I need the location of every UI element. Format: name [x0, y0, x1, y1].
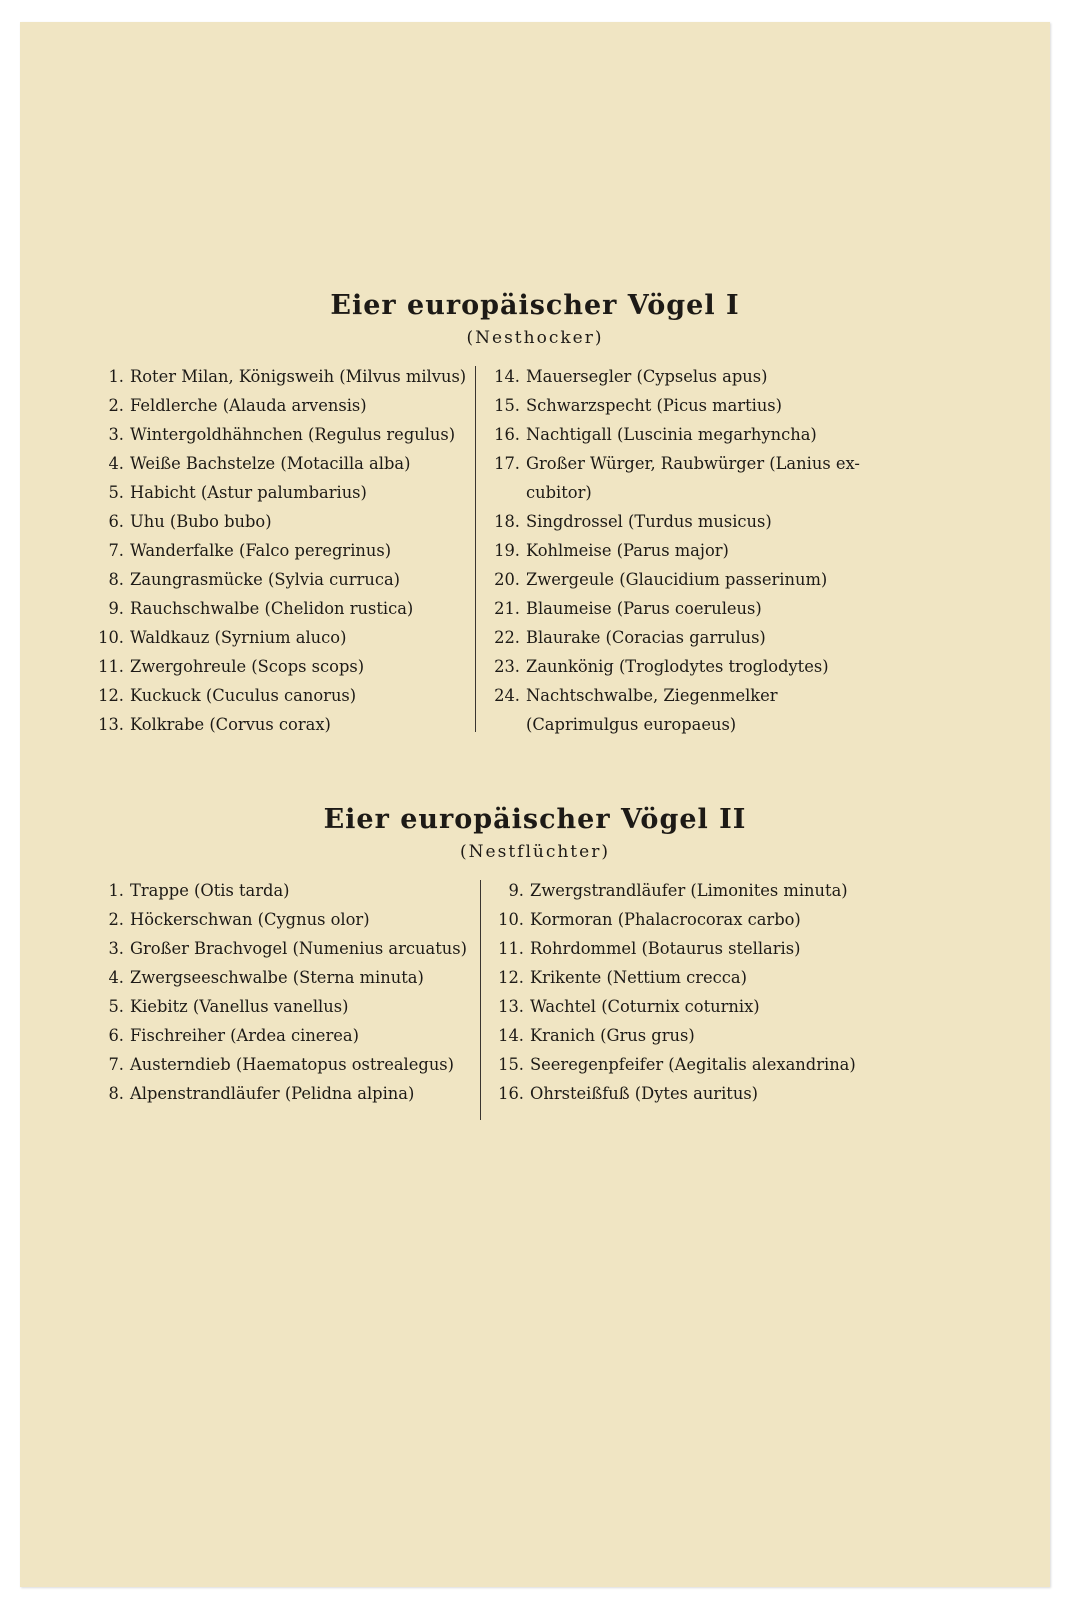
entry-number: 15.	[498, 1055, 524, 1074]
entry-text: Großer Brachvogel (Numenius arcuatus)	[130, 939, 467, 958]
species-entry	[90, 1050, 500, 1079]
entry-number: 8.	[108, 1084, 124, 1103]
species-columns	[20, 362, 1050, 762]
species-entry	[484, 449, 894, 507]
entry-text: Singdrossel (Turdus musicus)	[526, 512, 772, 531]
entry-number: 21.	[494, 599, 520, 618]
species-entry	[484, 536, 894, 565]
entry-number: 14.	[494, 367, 520, 386]
entry-text: Kuckuck (Cuculus canorus)	[130, 686, 357, 705]
entry-text: Wanderfalke (Falco peregrinus)	[130, 541, 392, 560]
entry-number: 8.	[108, 570, 124, 589]
entry-text: Roter Milan, Königsweih (Milvus milvus)	[130, 367, 467, 386]
entry-number: 1.	[108, 881, 124, 900]
species-entry	[488, 905, 888, 934]
entry-text: Kormoran (Phalacrocorax carbo)	[530, 910, 801, 929]
entry-number: 9.	[508, 881, 524, 900]
species-columns	[20, 876, 1050, 1276]
species-entry	[488, 992, 888, 1021]
entry-number: 4.	[108, 968, 124, 987]
species-entry	[488, 934, 888, 963]
entry-number: 13.	[98, 715, 124, 734]
species-list-right	[488, 876, 888, 1108]
species-list-right	[484, 362, 894, 739]
entry-text: Mauersegler (Cypselus apus)	[526, 367, 768, 386]
entry-text: Blaumeise (Parus coeruleus)	[526, 599, 762, 618]
species-entry	[90, 905, 500, 934]
species-entry	[90, 449, 480, 478]
species-entry	[90, 1021, 500, 1050]
species-entry	[90, 963, 500, 992]
entry-text: Waldkauz (Syrnium aluco)	[130, 628, 347, 647]
species-entry	[488, 1079, 888, 1108]
entry-text: Ohrsteißfuß (Dytes auritus)	[530, 1084, 759, 1103]
entry-text: Rohrdommel (Botaurus stellaris)	[530, 939, 801, 958]
entry-text: Kiebitz (Vanellus vanellus)	[130, 997, 349, 1016]
entry-number: 7.	[108, 1055, 124, 1074]
entry-number: 12.	[498, 968, 524, 987]
entry-number: 3.	[108, 939, 124, 958]
entry-number: 16.	[494, 425, 520, 444]
entry-number: 1.	[108, 367, 124, 386]
entry-number: 9.	[108, 599, 124, 618]
entry-text: Weiße Bachstelze (Motacilla alba)	[130, 454, 411, 473]
entry-number: 23.	[494, 657, 520, 676]
entry-text: Feldlerche (Alauda arvensis)	[130, 396, 367, 415]
entry-number: 5.	[108, 997, 124, 1016]
entry-text: Habicht (Astur palumbarius)	[130, 483, 367, 502]
species-entry	[90, 934, 500, 963]
species-entry	[90, 565, 480, 594]
species-entry	[90, 507, 480, 536]
entry-number: 12.	[98, 686, 124, 705]
column-divider	[475, 366, 476, 732]
species-entry	[90, 478, 480, 507]
species-entry	[484, 420, 894, 449]
entry-number: 24.	[494, 686, 520, 705]
entry-number: 10.	[98, 628, 124, 647]
entry-text: Austerndieb (Haematopus ostrealegus)	[130, 1055, 455, 1074]
entry-number: 3.	[108, 425, 124, 444]
species-entry	[488, 963, 888, 992]
entry-text: Wachtel (Coturnix coturnix)	[530, 997, 760, 1016]
entry-text: Zwergstrandläufer (Limonites minuta)	[530, 881, 848, 900]
entry-text: Kolkrabe (Corvus corax)	[130, 715, 331, 734]
section-subtitle: (Nesthocker)	[466, 328, 604, 348]
entry-text: Zwergseeschwalbe (Sterna minuta)	[130, 968, 424, 987]
species-entry	[90, 876, 500, 905]
species-entry	[90, 594, 480, 623]
species-entry	[488, 1050, 888, 1079]
species-list-left	[90, 876, 500, 1108]
species-entry	[90, 536, 480, 565]
entry-text: Schwarzspecht (Picus martius)	[526, 396, 783, 415]
species-entry	[90, 652, 480, 681]
entry-text: Fischreiher (Ardea cinerea)	[130, 1026, 359, 1045]
entry-text: Blaurake (Coracias garrulus)	[526, 628, 766, 647]
species-entry	[484, 362, 894, 391]
entry-number: 20.	[494, 570, 520, 589]
species-entry	[90, 623, 480, 652]
entry-number: 7.	[108, 541, 124, 560]
section-title: Eier europäischer Vögel II	[323, 804, 747, 835]
entry-number: 16.	[498, 1084, 524, 1103]
entry-text: Trappe (Otis tarda)	[130, 881, 290, 900]
species-entry	[484, 623, 894, 652]
species-entry	[90, 420, 480, 449]
entry-number: 10.	[498, 910, 524, 929]
entry-number: 6.	[108, 512, 124, 531]
species-entry	[90, 710, 480, 739]
entry-text: Rauchschwalbe (Chelidon rustica)	[130, 599, 414, 618]
species-list-left	[90, 362, 480, 739]
entry-text: Zwergeule (Glaucidium passerinum)	[526, 570, 828, 589]
entry-text: Seeregenpfeifer (Aegitalis alexandrina)	[530, 1055, 856, 1074]
section-nestfluechter	[20, 804, 1050, 1276]
species-entry	[90, 992, 500, 1021]
species-entry	[484, 391, 894, 420]
section-title: Eier europäischer Vögel I	[330, 290, 740, 321]
species-entry	[488, 876, 888, 905]
species-entry	[488, 1021, 888, 1050]
entry-text: Höckerschwan (Cygnus olor)	[130, 910, 370, 929]
entry-text: Wintergoldhähnchen (Regulus regulus)	[130, 425, 456, 444]
entry-number: 4.	[108, 454, 124, 473]
entry-number: 15.	[494, 396, 520, 415]
entry-number: 19.	[494, 541, 520, 560]
species-entry	[90, 391, 480, 420]
entry-text: Uhu (Bubo bubo)	[130, 512, 272, 531]
entry-text: Kranich (Grus grus)	[530, 1026, 695, 1045]
entry-number: 11.	[98, 657, 124, 676]
entry-text: Nachtigall (Luscinia megarhyncha)	[526, 425, 817, 444]
entry-text: Zwergohreule (Scops scops)	[130, 657, 365, 676]
species-entry	[90, 1079, 500, 1108]
entry-number: 5.	[108, 483, 124, 502]
species-entry	[484, 652, 894, 681]
species-entry	[484, 594, 894, 623]
entry-number: 14.	[498, 1026, 524, 1045]
entry-text: Zaunkönig (Troglodytes troglodytes)	[526, 657, 829, 676]
entry-number: 2.	[108, 910, 124, 929]
entry-number: 11.	[498, 939, 524, 958]
species-entry	[90, 362, 480, 391]
species-entry	[484, 507, 894, 536]
species-entry	[484, 565, 894, 594]
entry-number: 13.	[498, 997, 524, 1016]
species-entry	[90, 681, 480, 710]
section-subtitle: (Nestflüchter)	[460, 842, 610, 862]
entry-text: Alpenstrandläufer (Pelidna alpina)	[130, 1084, 415, 1103]
entry-text: Zaungrasmücke (Sylvia curruca)	[130, 570, 401, 589]
section-nesthocker	[20, 290, 1050, 762]
entry-number: 2.	[108, 396, 124, 415]
entry-number: 18.	[494, 512, 520, 531]
entry-number: 6.	[108, 1026, 124, 1045]
entry-text: Nachtschwalbe, Ziegenmelker (Caprimulgus europaeus)	[526, 686, 778, 734]
column-divider	[480, 880, 481, 1120]
entry-number: 17.	[494, 454, 520, 473]
paper-sheet	[20, 22, 1050, 1587]
entry-text: Kohlmeise (Parus major)	[526, 541, 729, 560]
entry-text: Großer Würger, Raubwürger (Lanius ex-cubitor)	[526, 454, 860, 502]
entry-text: Krikente (Nettium crecca)	[530, 968, 747, 987]
entry-number: 22.	[494, 628, 520, 647]
species-entry	[484, 681, 894, 739]
